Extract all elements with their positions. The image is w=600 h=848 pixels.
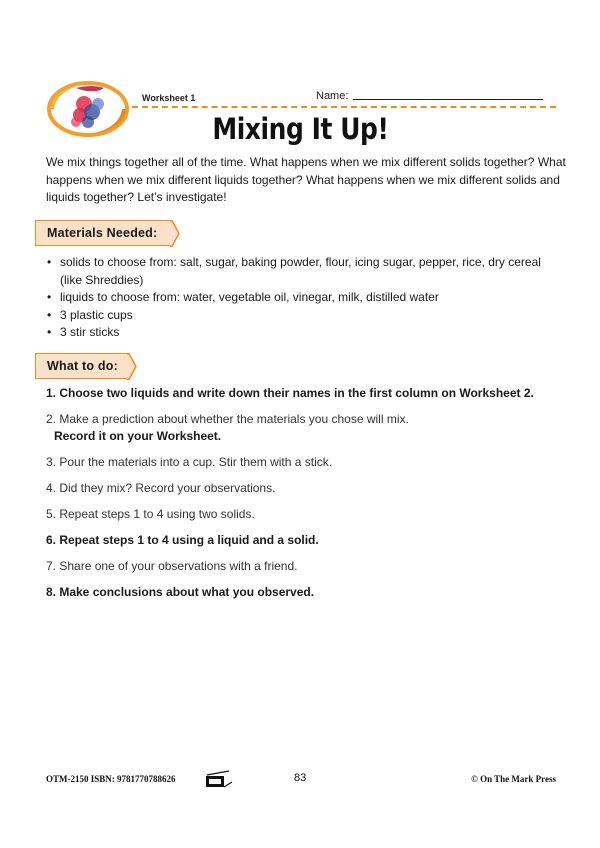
materials-list bbox=[46, 254, 566, 342]
page-number: 83 bbox=[294, 772, 307, 784]
step-item: 5. Repeat steps 1 to 4 using two solids. bbox=[46, 507, 255, 521]
name-label: Name: bbox=[316, 90, 349, 102]
copyright-text: © On The Mark Press bbox=[471, 774, 556, 784]
step-item: 3. Pour the materials into a cup. Stir them with a stick. bbox=[46, 455, 333, 469]
isbn-text: OTM-2150 ISBN: 9781770788626 bbox=[46, 774, 176, 784]
name-field-line[interactable] bbox=[353, 99, 543, 100]
step-item: 1. Choose two liquids and write down their names in the first column on Worksheet 2. bbox=[46, 386, 534, 400]
step-item: 7. Share one of your observations with a friend. bbox=[46, 559, 298, 573]
materials-heading: Materials Needed: bbox=[47, 226, 158, 240]
step-text: 2. Make a prediction about whether the materials you chose will mix. bbox=[46, 412, 409, 426]
list-item: • 3 plastic cups bbox=[46, 307, 566, 325]
step-item bbox=[46, 411, 566, 445]
dashed-divider bbox=[132, 106, 556, 108]
intro-paragraph: We mix things together all of the time. What happens when we mix different solids together? What happens when we mix different liquids together? What happens when we mix different solids and liquids together? Let’s investigate! bbox=[46, 155, 566, 204]
list-item: • liquids to choose from: water, vegetable oil, vinegar, milk, distilled water bbox=[46, 289, 566, 307]
tag-arrow-icon bbox=[170, 220, 180, 247]
worksheet-label: Worksheet 1 bbox=[142, 93, 196, 103]
step-item: 4. Did they mix? Record your observations. bbox=[46, 481, 276, 495]
page-footer bbox=[46, 772, 556, 788]
list-item: • solids to choose from: salt, sugar, baking powder, flour, icing sugar, pepper, rice, dry cereal (like Shreddies) bbox=[46, 254, 566, 289]
photocopier-icon bbox=[205, 770, 235, 788]
step-item: 8. Make conclusions about what you observed. bbox=[46, 585, 315, 599]
step-item: 6. Repeat steps 1 to 4 using a liquid and a solid. bbox=[46, 533, 319, 547]
steps-heading: What to do: bbox=[47, 359, 118, 373]
tag-arrow-icon bbox=[127, 353, 137, 380]
list-item: • 3 stir sticks bbox=[46, 324, 566, 342]
steps-heading-tag bbox=[35, 353, 128, 379]
step-subtext: Record it on your Worksheet. bbox=[54, 429, 222, 443]
steps-list bbox=[46, 385, 566, 610]
materials-heading-tag bbox=[35, 220, 171, 246]
page-title: Mixing It Up! bbox=[211, 112, 389, 146]
